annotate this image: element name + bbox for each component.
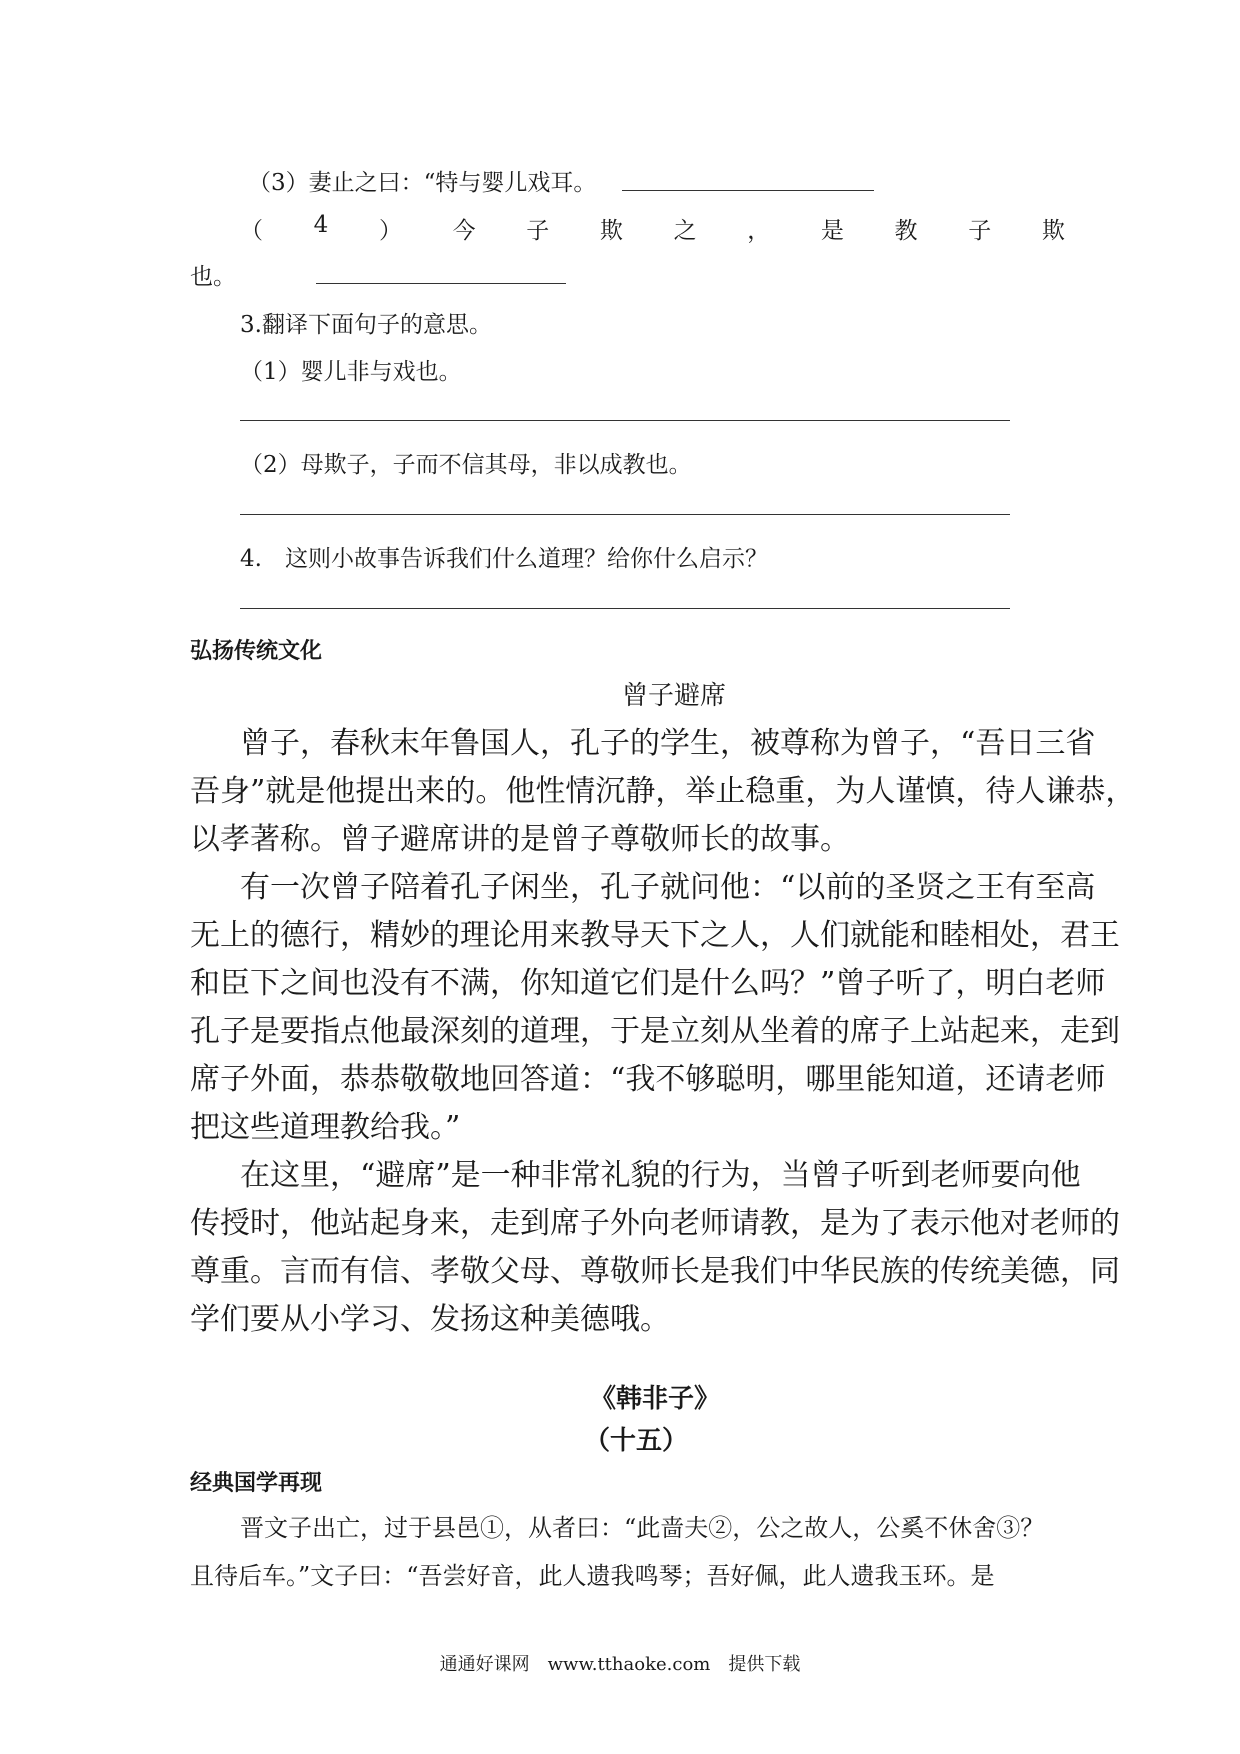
- classic-text-line: 且待后车。”文子曰：“吾尝好音，此人遗我鸣琴；吾好佩，此人遗我玉环。是: [190, 1562, 995, 1590]
- question-3-1: （1）婴儿非与戏也。: [240, 359, 462, 385]
- story-line: 曾子，春秋末年鲁国人，孔子的学生，被尊称为曾子，“吾日三省: [240, 726, 1096, 761]
- story-line: 以孝著称。曾子避席讲的是曾子尊敬师长的故事。: [190, 822, 850, 857]
- story-line: 有一次曾子陪着孔子闲坐，孔子就问他：“以前的圣贤之王有至高: [240, 870, 1096, 905]
- section-heading-culture: 弘扬传统文化: [190, 639, 323, 664]
- book-title: 《韩非子》: [590, 1384, 721, 1414]
- section-heading-classics: 经典国学再现: [190, 1471, 323, 1496]
- answer-line-3-1[interactable]: [240, 420, 1010, 421]
- answer-line-4[interactable]: [240, 608, 1010, 609]
- q24-char: 欺: [599, 218, 623, 244]
- question-3-heading: 3.翻译下面句子的意思。: [240, 312, 492, 338]
- answer-blank-2-3[interactable]: [622, 190, 874, 191]
- q24-char: 欺: [1041, 218, 1065, 244]
- q24-char: 子: [968, 218, 992, 244]
- story-line: 把这些道理教给我。”: [190, 1110, 461, 1145]
- question-2-4: [240, 212, 1065, 245]
- chapter-number: （十五）: [584, 1426, 689, 1456]
- q24-char: 之: [673, 218, 697, 244]
- q24-char: 教: [894, 218, 918, 244]
- q24-char: 4: [313, 212, 329, 238]
- story-line: 吾身”就是他提出来的。他性情沉静，举止稳重，为人谨慎，待人谦恭，: [190, 774, 1136, 809]
- question-3-2: （2）母欺子，子而不信其母，非以成教也。: [240, 452, 692, 478]
- question-2-4-continuation: 也。: [190, 264, 236, 290]
- q24-char: ）: [378, 218, 402, 244]
- q24-char: 今: [452, 218, 476, 244]
- answer-line-3-2[interactable]: [240, 514, 1010, 515]
- answer-blank-2-4[interactable]: [316, 283, 566, 284]
- story-line: 和臣下之间也没有不满，你知道它们是什么吗？”曾子听了，明白老师: [190, 966, 1106, 1001]
- story-title: 曾子避席: [622, 681, 727, 711]
- question-4: 4. 这则小故事告诉我们什么道理？给你什么启示？: [240, 546, 768, 572]
- page-footer: 通通好课网 www.tthaoke.com 提供下载: [439, 1654, 801, 1675]
- q24-char: 是: [820, 218, 844, 244]
- story-line: 学们要从小学习、发扬这种美德哦。: [190, 1302, 670, 1337]
- story-line: 传授时，他站起身来，走到席子外向老师请教，是为了表示他对老师的: [190, 1206, 1120, 1241]
- story-line: 孔子是要指点他最深刻的道理，于是立刻从坐着的席子上站起来，走到: [190, 1014, 1120, 1049]
- q24-char: 子: [526, 218, 550, 244]
- classic-text-line: 晋文子出亡，过于县邑①，从者曰：“此啬夫②，公之故人，公奚不休舍③？: [240, 1514, 1045, 1542]
- story-line: 席子外面，恭恭敬敬地回答道：“我不够聪明，哪里能知道，还请老师: [190, 1062, 1106, 1097]
- story-line: 在这里，“避席”是一种非常礼貌的行为，当曾子听到老师要向他: [240, 1158, 1081, 1193]
- q24-char: ，: [747, 218, 771, 244]
- question-2-3: （3）妻止之曰：“特与婴儿戏耳。: [248, 170, 597, 196]
- q24-char: （: [240, 218, 263, 244]
- story-line: 尊重。言而有信、孝敬父母、尊敬师长是我们中华民族的传统美德，同: [190, 1254, 1120, 1289]
- story-line: 无上的德行，精妙的理论用来教导天下之人，人们就能和睦相处，君王: [190, 918, 1120, 953]
